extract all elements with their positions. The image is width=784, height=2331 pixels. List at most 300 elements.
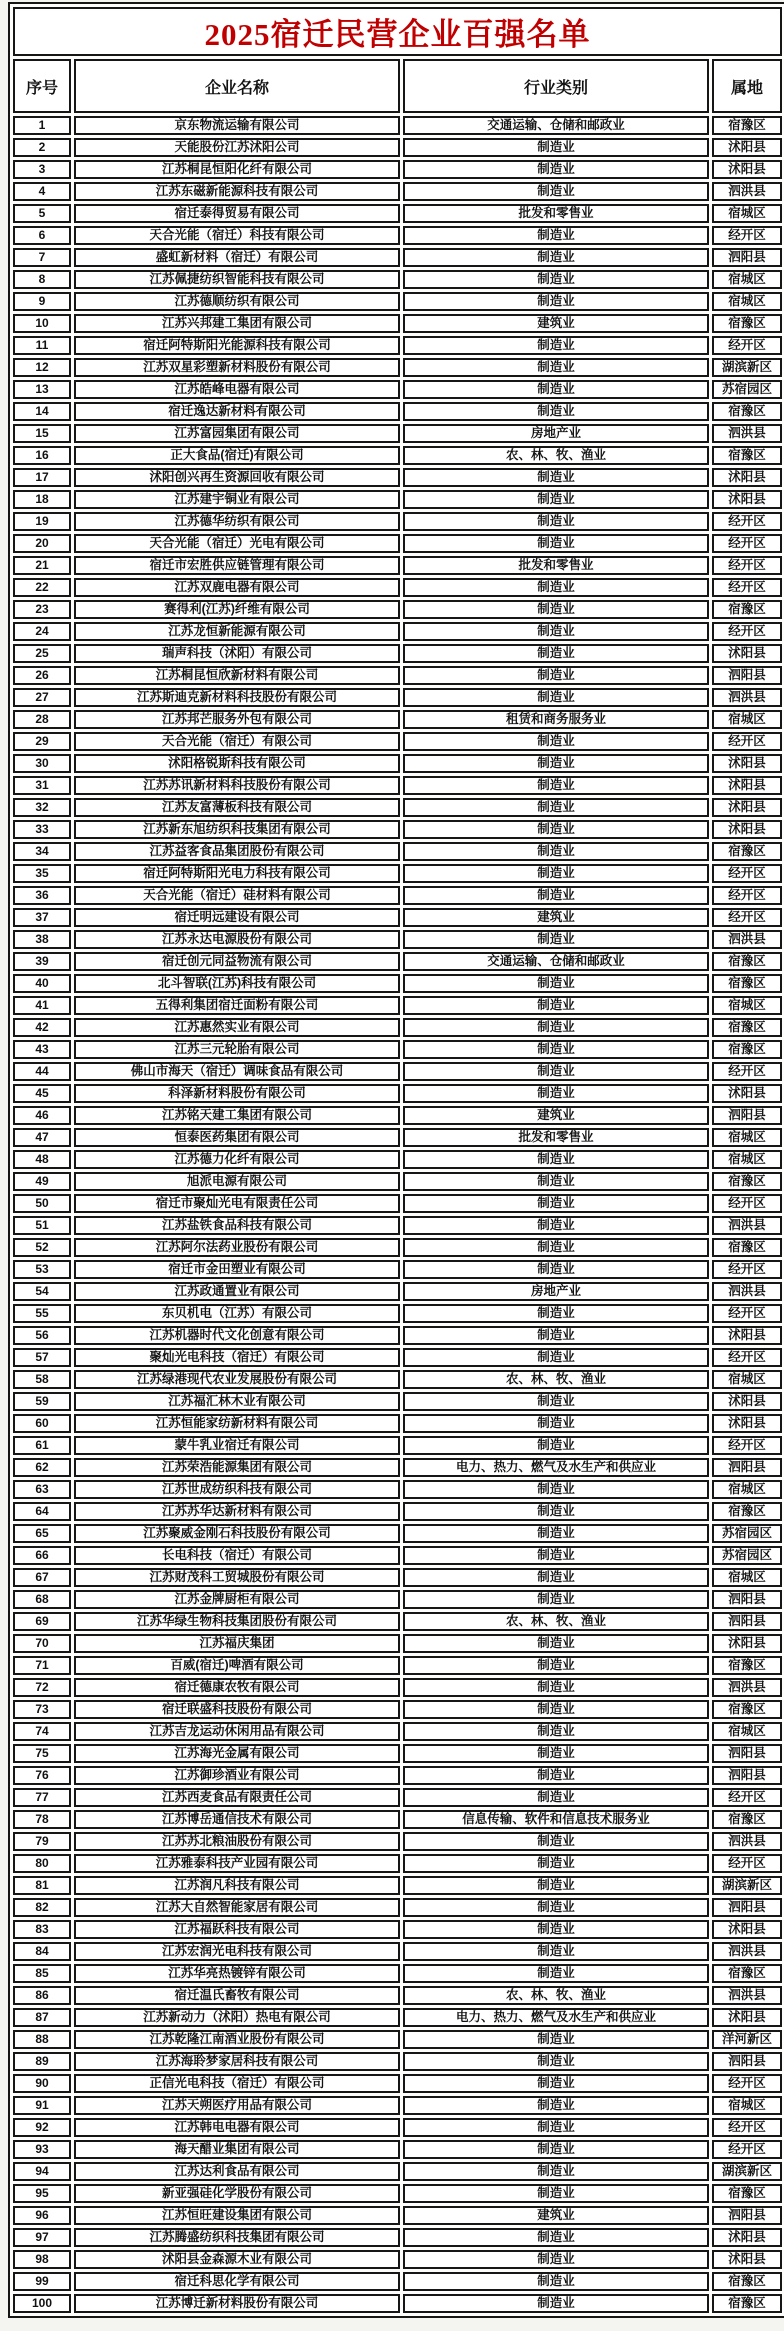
table-row [13,2052,782,2071]
top100-table [8,2,784,2318]
cell-rank: 18 [13,490,71,509]
cell-region: 泗阳县 [712,2052,782,2071]
cell-rank: 58 [13,1370,71,1389]
table-row [13,424,782,443]
table-row [13,2074,782,2093]
cell-industry: 制造业 [403,336,709,355]
cell-company: 江苏润凡科技有限公司 [74,1876,400,1895]
cell-company: 江苏苏北粮油股份有限公司 [74,1832,400,1851]
cell-region: 经开区 [712,578,782,597]
cell-rank: 26 [13,666,71,685]
cell-region: 沭阳县 [712,160,782,179]
cell-rank: 93 [13,2140,71,2159]
table-row [13,1766,782,1785]
cell-rank: 85 [13,1964,71,1983]
table-row [13,1590,782,1609]
table-row [13,1744,782,1763]
cell-company: 宿迁泰得贸易有限公司 [74,204,400,223]
cell-company: 江苏韩电电器有限公司 [74,2118,400,2137]
table-row [13,1678,782,1697]
cell-rank: 50 [13,1194,71,1213]
cell-industry: 制造业 [403,1832,709,1851]
cell-region: 沭阳县 [712,1920,782,1939]
cell-rank: 53 [13,1260,71,1279]
cell-region: 泗阳县 [712,1458,782,1477]
cell-company: 江苏苏讯新材料科技股份有限公司 [74,776,400,795]
table-row [13,578,782,597]
cell-industry: 制造业 [403,402,709,421]
cell-company: 江苏建宇铜业有限公司 [74,490,400,509]
cell-region: 宿豫区 [712,952,782,971]
header-row [13,59,782,113]
cell-rank: 13 [13,380,71,399]
table-row [13,1260,782,1279]
cell-company: 瑞声科技（沭阳）有限公司 [74,644,400,663]
cell-region: 沭阳县 [712,138,782,157]
table-row [13,270,782,289]
cell-industry: 批发和零售业 [403,556,709,575]
table-row [13,534,782,553]
cell-industry: 制造业 [403,644,709,663]
cell-company: 天能股份江苏沭阳公司 [74,138,400,157]
cell-rank: 49 [13,1172,71,1191]
cell-company: 江苏福汇林木业有限公司 [74,1392,400,1411]
cell-region: 经开区 [712,864,782,883]
cell-company: 江苏金牌厨柜有限公司 [74,1590,400,1609]
cell-company: 盛虹新材料（宿迁）有限公司 [74,248,400,267]
table-row [13,2272,782,2291]
cell-industry: 制造业 [403,2096,709,2115]
cell-rank: 94 [13,2162,71,2181]
cell-industry: 制造业 [403,358,709,377]
cell-industry: 制造业 [403,138,709,157]
table-row [13,1854,782,1873]
table-row [13,1458,782,1477]
cell-company: 江苏乾隆江南酒业股份有限公司 [74,2030,400,2049]
cell-industry: 制造业 [403,160,709,179]
cell-industry: 建筑业 [403,2206,709,2225]
cell-industry: 制造业 [403,666,709,685]
cell-industry: 制造业 [403,2294,709,2313]
cell-rank: 71 [13,1656,71,1675]
cell-industry: 制造业 [403,292,709,311]
cell-region: 经开区 [712,908,782,927]
cell-company: 江苏皓峰电器有限公司 [74,380,400,399]
cell-company: 江苏德华纺织有限公司 [74,512,400,531]
cell-company: 江苏桐昆恒欣新材料有限公司 [74,666,400,685]
cell-region: 沭阳县 [712,1634,782,1653]
cell-rank: 52 [13,1238,71,1257]
cell-region: 沭阳县 [712,468,782,487]
table-row [13,1216,782,1235]
cell-region: 经开区 [712,2074,782,2093]
cell-rank: 9 [13,292,71,311]
cell-rank: 67 [13,1568,71,1587]
cell-company: 宿迁创元同益物流有限公司 [74,952,400,971]
cell-industry: 制造业 [403,1348,709,1367]
cell-company: 恒泰医药集团有限公司 [74,1128,400,1147]
cell-company: 赛得利(江苏)纤维有限公司 [74,600,400,619]
cell-rank: 3 [13,160,71,179]
cell-industry: 制造业 [403,1568,709,1587]
cell-company: 江苏华绿生物科技集团股份有限公司 [74,1612,400,1631]
cell-company: 江苏阿尔法药业股份有限公司 [74,1238,400,1257]
cell-rank: 19 [13,512,71,531]
cell-company: 沭阳格锐斯科技有限公司 [74,754,400,773]
cell-company: 江苏德顺纺织有限公司 [74,292,400,311]
cell-industry: 制造业 [403,1414,709,1433]
cell-company: 聚灿光电科技（宿迁）有限公司 [74,1348,400,1367]
cell-industry: 制造业 [403,1766,709,1785]
cell-company: 江苏惠然实业有限公司 [74,1018,400,1037]
table-row [13,1612,782,1631]
cell-region: 宿城区 [712,1568,782,1587]
table-row [13,1524,782,1543]
cell-industry: 制造业 [403,1788,709,1807]
cell-company: 宿迁德康农牧有限公司 [74,1678,400,1697]
cell-region: 宿豫区 [712,974,782,993]
cell-industry: 制造业 [403,754,709,773]
cell-company: 天合光能（宿迁）硅材料有限公司 [74,886,400,905]
cell-region: 泗洪县 [712,930,782,949]
cell-region: 泗洪县 [712,1216,782,1235]
cell-industry: 制造业 [403,1480,709,1499]
table-row [13,1546,782,1565]
cell-rank: 89 [13,2052,71,2071]
cell-region: 经开区 [712,512,782,531]
cell-rank: 98 [13,2250,71,2269]
table-row [13,2250,782,2269]
cell-rank: 38 [13,930,71,949]
cell-region: 宿城区 [712,270,782,289]
cell-region: 泗阳县 [712,666,782,685]
table-row [13,446,782,465]
cell-rank: 36 [13,886,71,905]
cell-industry: 制造业 [403,864,709,883]
cell-rank: 27 [13,688,71,707]
cell-rank: 12 [13,358,71,377]
cell-industry: 制造业 [403,2118,709,2137]
table-row [13,2096,782,2115]
cell-region: 宿城区 [712,1722,782,1741]
table-row [13,2228,782,2247]
cell-industry: 农、林、牧、渔业 [403,446,709,465]
table-row [13,2184,782,2203]
table-row [13,358,782,377]
table-row [13,292,782,311]
cell-company: 江苏富园集团有限公司 [74,424,400,443]
cell-company: 江苏海聆梦家居科技有限公司 [74,2052,400,2071]
cell-company: 宿迁逸达新材料有限公司 [74,402,400,421]
cell-industry: 制造业 [403,886,709,905]
table-row [13,1942,782,1961]
cell-rank: 92 [13,2118,71,2137]
cell-industry: 制造业 [403,2184,709,2203]
table-row [13,2008,782,2027]
cell-region: 洋河新区 [712,2030,782,2049]
cell-company: 宿迁市宏胜供应链管理有限公司 [74,556,400,575]
cell-company: 江苏吉龙运动休闲用品有限公司 [74,1722,400,1741]
table-row [13,798,782,817]
cell-company: 江苏盐铁食品科技有限公司 [74,1216,400,1235]
table-row [13,886,782,905]
cell-region: 泗洪县 [712,182,782,201]
cell-rank: 96 [13,2206,71,2225]
cell-rank: 57 [13,1348,71,1367]
cell-company: 天合光能（宿迁）有限公司 [74,732,400,751]
table-row [13,2140,782,2159]
cell-rank: 68 [13,1590,71,1609]
cell-company: 江苏双星彩塑新材料股份有限公司 [74,358,400,377]
cell-company: 科泽新材料股份有限公司 [74,1084,400,1103]
cell-company: 江苏恒旺建设集团有限公司 [74,2206,400,2225]
cell-industry: 制造业 [403,2140,709,2159]
table-row [13,2294,782,2313]
table-row [13,1172,782,1191]
cell-industry: 制造业 [403,1260,709,1279]
cell-industry: 房地产业 [403,1282,709,1301]
cell-region: 宿豫区 [712,842,782,861]
cell-industry: 批发和零售业 [403,1128,709,1147]
cell-company: 正大食品(宿迁)有限公司 [74,446,400,465]
cell-company: 新亚强硅化学股份有限公司 [74,2184,400,2203]
table-row [13,1964,782,1983]
cell-region: 沭阳县 [712,490,782,509]
cell-rank: 95 [13,2184,71,2203]
cell-company: 宿迁阿特斯阳光能源科技有限公司 [74,336,400,355]
cell-company: 江苏三元轮胎有限公司 [74,1040,400,1059]
cell-region: 经开区 [712,2118,782,2137]
title-row [13,7,782,56]
cell-rank: 35 [13,864,71,883]
cell-industry: 制造业 [403,1040,709,1059]
cell-rank: 62 [13,1458,71,1477]
cell-rank: 32 [13,798,71,817]
cell-rank: 2 [13,138,71,157]
cell-rank: 48 [13,1150,71,1169]
cell-rank: 10 [13,314,71,333]
table-row [13,666,782,685]
table-row [13,1810,782,1829]
cell-industry: 制造业 [403,1194,709,1213]
cell-company: 天合光能（宿迁）科技有限公司 [74,226,400,245]
table-row [13,952,782,971]
table-row [13,1084,782,1103]
cell-region: 经开区 [712,226,782,245]
table-row [13,402,782,421]
cell-region: 经开区 [712,732,782,751]
table-row [13,138,782,157]
cell-region: 宿城区 [712,1370,782,1389]
cell-company: 江苏宏润光电科技有限公司 [74,1942,400,1961]
cell-industry: 制造业 [403,490,709,509]
cell-company: 沭阳县金森源木业有限公司 [74,2250,400,2269]
cell-company: 江苏永达电源股份有限公司 [74,930,400,949]
cell-company: 江苏恒能家纺新材料有限公司 [74,1414,400,1433]
cell-rank: 7 [13,248,71,267]
cell-rank: 22 [13,578,71,597]
cell-region: 宿豫区 [712,2184,782,2203]
cell-company: 江苏双鹿电器有限公司 [74,578,400,597]
cell-company: 宿迁市金田塑业有限公司 [74,1260,400,1279]
cell-industry: 制造业 [403,2250,709,2269]
cell-rank: 14 [13,402,71,421]
cell-industry: 制造业 [403,688,709,707]
table-row [13,314,782,333]
page-title: 2025宿迁民营企业百强名单 [13,7,782,56]
cell-company: 宿迁阿特斯阳光电力科技有限公司 [74,864,400,883]
table-row [13,644,782,663]
cell-company: 江苏机器时代文化创意有限公司 [74,1326,400,1345]
cell-industry: 制造业 [403,1436,709,1455]
table-row [13,842,782,861]
table-row [13,1414,782,1433]
cell-region: 宿豫区 [712,1810,782,1829]
cell-region: 沭阳县 [712,798,782,817]
table-row [13,776,782,795]
cell-region: 沭阳县 [712,776,782,795]
cell-industry: 制造业 [403,534,709,553]
cell-company: 江苏腾盛纺织科技集团有限公司 [74,2228,400,2247]
cell-rank: 40 [13,974,71,993]
cell-company: 京东物流运输有限公司 [74,116,400,135]
cell-company: 江苏龙恒新能源有限公司 [74,622,400,641]
cell-industry: 建筑业 [403,908,709,927]
cell-company: 江苏福庆集团 [74,1634,400,1653]
cell-company: 宿迁市聚灿光电有限责任公司 [74,1194,400,1213]
cell-region: 沭阳县 [712,1084,782,1103]
table-row [13,248,782,267]
cell-region: 沭阳县 [712,1392,782,1411]
cell-region: 经开区 [712,1194,782,1213]
cell-industry: 交通运输、仓储和邮政业 [403,116,709,135]
cell-rank: 8 [13,270,71,289]
cell-industry: 制造业 [403,1942,709,1961]
cell-region: 沭阳县 [712,1326,782,1345]
table-row [13,1722,782,1741]
cell-industry: 制造业 [403,732,709,751]
cell-rank: 42 [13,1018,71,1037]
table-row [13,1348,782,1367]
cell-region: 宿豫区 [712,402,782,421]
cell-company: 江苏斯迪克新材料科技股份有限公司 [74,688,400,707]
cell-region: 宿城区 [712,292,782,311]
cell-rank: 88 [13,2030,71,2049]
cell-industry: 制造业 [403,380,709,399]
table-row [13,1568,782,1587]
cell-region: 沭阳县 [712,1414,782,1433]
cell-region: 沭阳县 [712,2250,782,2269]
cell-company: 蒙牛乳业宿迁有限公司 [74,1436,400,1455]
cell-region: 宿豫区 [712,2272,782,2291]
cell-industry: 制造业 [403,1964,709,1983]
cell-company: 江苏佩捷纺织智能科技有限公司 [74,270,400,289]
cell-rank: 15 [13,424,71,443]
cell-company: 江苏新东旭纺织科技集团有限公司 [74,820,400,839]
cell-industry: 制造业 [403,600,709,619]
table-row [13,1920,782,1939]
cell-rank: 39 [13,952,71,971]
cell-industry: 制造业 [403,1392,709,1411]
cell-region: 宿城区 [712,1150,782,1169]
cell-industry: 制造业 [403,1656,709,1675]
cell-rank: 65 [13,1524,71,1543]
table-row [13,710,782,729]
cell-industry: 电力、热力、燃气及水生产和供应业 [403,2008,709,2027]
cell-region: 经开区 [712,534,782,553]
cell-rank: 87 [13,2008,71,2027]
cell-industry: 租赁和商务服务业 [403,710,709,729]
table-row [13,1898,782,1917]
cell-company: 江苏德力化纤有限公司 [74,1150,400,1169]
cell-company: 北斗智联(江苏)科技有限公司 [74,974,400,993]
cell-region: 经开区 [712,1788,782,1807]
cell-industry: 制造业 [403,1546,709,1565]
table-row [13,2162,782,2181]
cell-rank: 20 [13,534,71,553]
table-row [13,1436,782,1455]
cell-rank: 100 [13,2294,71,2313]
cell-company: 江苏大自然智能家居有限公司 [74,1898,400,1917]
cell-company: 江苏天朔医疗用品有限公司 [74,2096,400,2115]
cell-rank: 84 [13,1942,71,1961]
cell-rank: 37 [13,908,71,927]
cell-region: 经开区 [712,886,782,905]
cell-company: 宿迁科思化学有限公司 [74,2272,400,2291]
cell-industry: 制造业 [403,2272,709,2291]
cell-industry: 制造业 [403,512,709,531]
cell-industry: 制造业 [403,1590,709,1609]
cell-region: 苏宿园区 [712,1546,782,1565]
cell-rank: 56 [13,1326,71,1345]
cell-region: 苏宿园区 [712,1524,782,1543]
table-row [13,336,782,355]
cell-company: 江苏新动力（沭阳）热电有限公司 [74,2008,400,2027]
cell-region: 泗洪县 [712,1678,782,1697]
table-row [13,1194,782,1213]
table-row [13,1986,782,2005]
cell-region: 泗阳县 [712,1898,782,1917]
cell-company: 江苏绿港现代农业发展股份有限公司 [74,1370,400,1389]
cell-rank: 51 [13,1216,71,1235]
cell-company: 江苏苏华达新材料有限公司 [74,1502,400,1521]
cell-rank: 78 [13,1810,71,1829]
cell-industry: 制造业 [403,1216,709,1235]
cell-rank: 63 [13,1480,71,1499]
cell-region: 宿城区 [712,2096,782,2115]
cell-region: 宿城区 [712,996,782,1015]
cell-region: 泗阳县 [712,1766,782,1785]
cell-company: 江苏东磁新能源科技有限公司 [74,182,400,201]
cell-company: 江苏博岳通信技术有限公司 [74,1810,400,1829]
table-row [13,1304,782,1323]
header-cell-industry: 行业类别 [403,59,709,113]
cell-company: 江苏华亮热镀锌有限公司 [74,1964,400,1983]
cell-industry: 制造业 [403,468,709,487]
cell-industry: 建筑业 [403,1106,709,1125]
cell-industry: 农、林、牧、渔业 [403,1612,709,1631]
table-row [13,908,782,927]
cell-rank: 91 [13,2096,71,2115]
cell-industry: 制造业 [403,1172,709,1191]
cell-company: 宿迁联盛科技股份有限公司 [74,1700,400,1719]
table-row [13,820,782,839]
cell-rank: 33 [13,820,71,839]
cell-industry: 制造业 [403,622,709,641]
cell-rank: 69 [13,1612,71,1631]
cell-rank: 31 [13,776,71,795]
cell-industry: 制造业 [403,1084,709,1103]
